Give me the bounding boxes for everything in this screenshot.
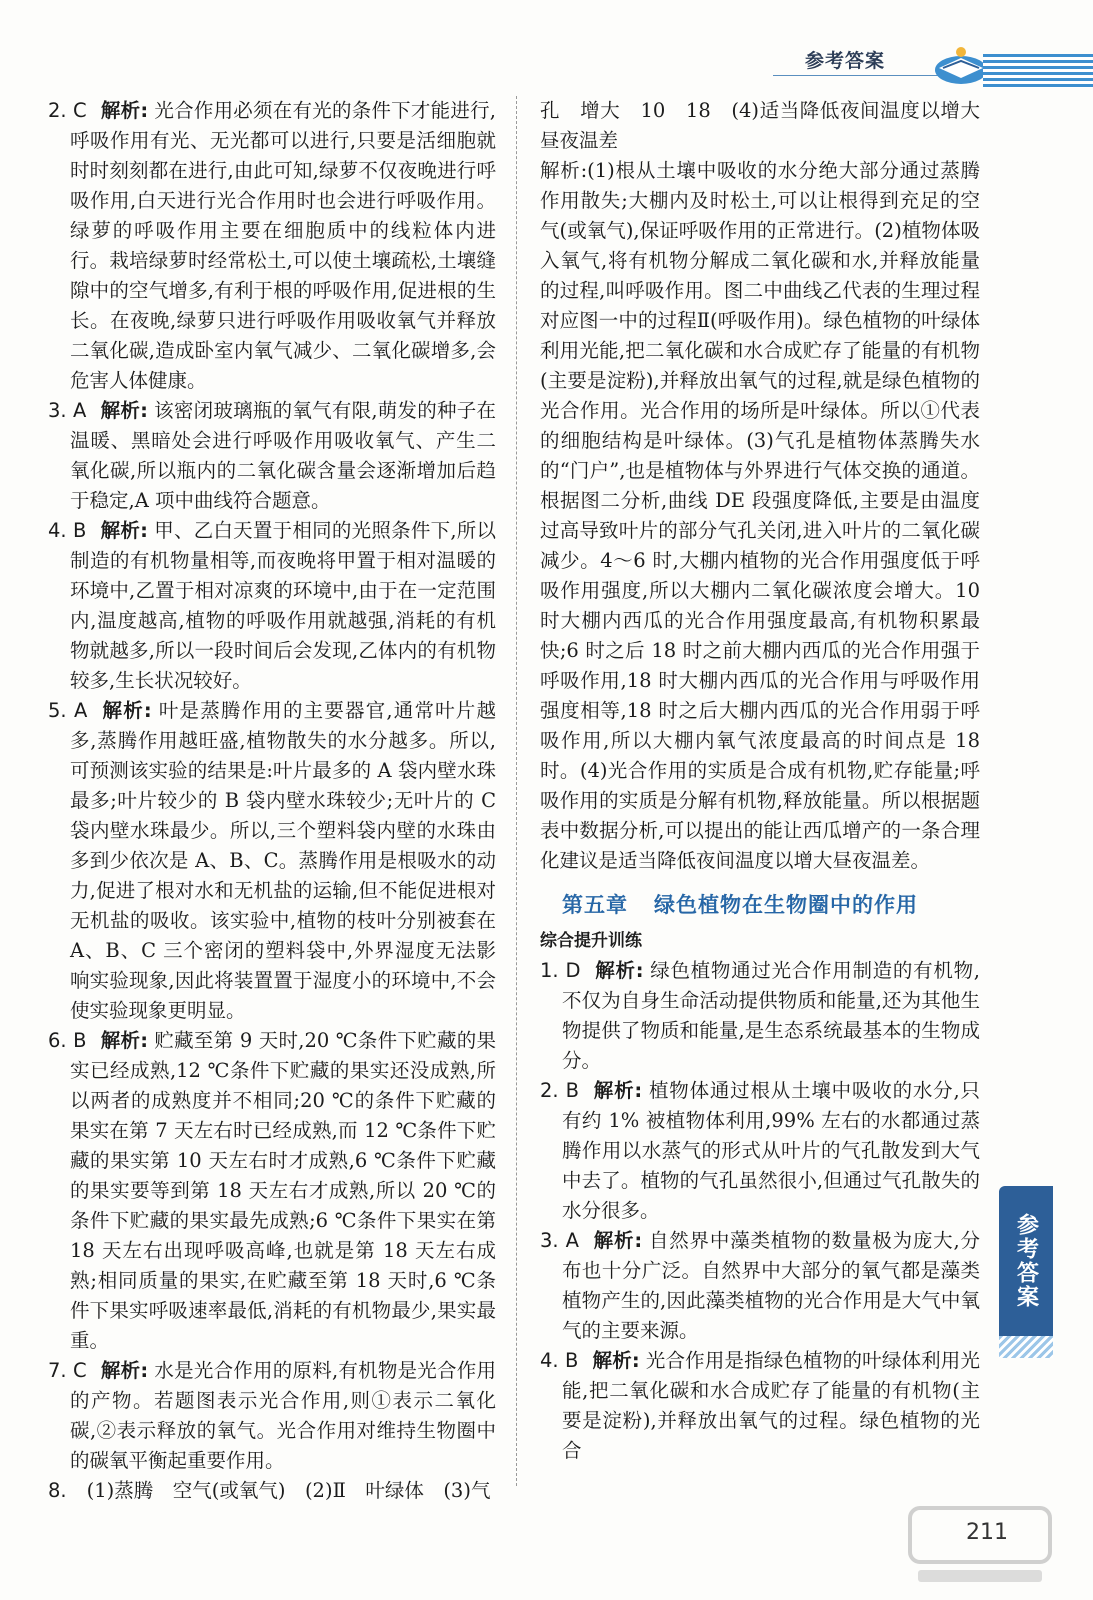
analysis-text: 自然界中藻类植物的数量极为庞大,分布也十分广泛。自然界中大部分的氧气都是藻类植物产生的,因此藻类植物的光合作用是大气中氧气的主要来源。	[562, 1229, 980, 1342]
side-tab-stripe	[999, 1336, 1053, 1358]
answer-item	[48, 96, 496, 396]
analysis-text: 光合作用是指绿色植物的叶绿体利用光能,把二氧化碳和水合成贮存了能量的有机物(主要是淀粉),并释放出氧气的过程。绿色植物的光合	[562, 1349, 980, 1462]
answer-number: 1. D	[540, 959, 581, 982]
analysis-label: 解析:	[100, 1359, 149, 1382]
answer-number: 2. B	[540, 1079, 579, 1102]
analysis-label: 解析:	[100, 99, 149, 122]
analysis-text: 甲、乙白天置于相同的光照条件下,所以制造的有机物量相等,而夜晚将甲置于相对温暖的环境中,乙置于相对凉爽的环境中,由于在一定范围内,温度越高,植物的呼吸作用就越强,消耗的有机物就越多,所以一段时间后会发现,乙体内的有机物较多,生长状况较好。	[70, 519, 497, 692]
analysis-label: 解析:	[592, 1079, 643, 1102]
answer-continuation: 孔 增大 10 18 (4)适当降低夜间温度以增大昼夜温差	[540, 99, 980, 152]
side-tab	[999, 1186, 1053, 1336]
left-column	[48, 96, 496, 1506]
answer-number: 8.	[48, 1479, 67, 1502]
answer-item	[540, 1076, 980, 1226]
answer-item	[48, 1026, 496, 1356]
analysis-text: 光合作用必须在有光的条件下才能进行,呼吸作用有光、无光都可以进行,只要是活细胞就时时刻刻都在进行,由此可知,绿萝不仅夜晚进行呼吸作用,白天进行光合作用时也会进行呼吸作用。绿萝的呼吸作用主要在细胞质中的线粒体内进行。栽培绿萝时经常松土,可以使土壤疏松,土壤缝隙中的空气增多,有利于根的呼吸作用,促进根的生长。在夜晚,绿萝只进行呼吸作用吸收氧气并释放二氧化碳,造成卧室内氧气减少、二氧化碳增多,会危害人体健康。	[70, 99, 496, 392]
answer-number: 2. C	[48, 99, 87, 122]
header-label: 参考答案	[804, 50, 885, 72]
answer-item	[540, 956, 980, 1076]
analysis-text: 水是光合作用的原料,有机物是光合作用的产物。若题图表示光合作用,则①表示二氧化碳,②表示释放的氧气。光合作用对维持生物圈中的碳氧平衡起重要作用。	[70, 1359, 496, 1472]
answer-number: 4. B	[540, 1349, 579, 1372]
analysis-label: 解析:	[592, 1229, 643, 1252]
answer-item	[48, 1356, 496, 1476]
analysis-label: 解析:	[100, 519, 148, 542]
answer-number: 3. A	[540, 1229, 579, 1252]
answer-item	[48, 696, 496, 1026]
column-divider	[516, 96, 517, 1486]
analysis-continuation: 解析:(1)根从土壤中吸收的水分绝大部分通过蒸腾作用散失;大棚内及时松土,可以让根得到充足的空气(或氧气),保证呼吸作用的正常进行。(2)植物体吸入氧气,将有机物分解成二氧化碳和水,并释放能量的过程,叫呼吸作用。图二中曲线乙代表的生理过程对应图一中的过程Ⅱ(呼吸作用)。绿色植物的叶绿体利用光能,把二氧化碳和水合成贮存了能量的有机物(主要是淀粉),并释放出氧气的过程,就是绿色植物的光合作用。光合作用的场所是叶绿体。所以①代表的细胞结构是叶绿体。(3)气孔是植物体蒸腾失水的“门户”,也是植物体与外界进行气体交换的通道。根据图二分析,曲线 DE 段强度降低,主要是由温度过高导致叶片的部分气孔关闭,进入叶片的二氧化碳减少。4～6 时,大棚内植物的光合作用强度低于呼吸作用强度,所以大棚内二氧化碳浓度会增大。10 时大棚内西瓜的光合作用强度最高,有机物积累最快;6 时之后 18 时之前大棚内西瓜的光合作用强于呼吸作用,18 时大棚内西瓜的光合作用与呼吸作用强度相等,18 时之后大棚内西瓜的光合作用弱于呼吸作用,所以大棚内氧气浓度最高的时间点是 18 时。(4)光合作用的实质是合成有机物,贮存能量;呼吸作用的实质是分解有机物,释放能量。所以根据题表中数据分析,可以提出的能让西瓜增产的一条合理化建议是适当降低夜间温度以增大昼夜温差。	[540, 159, 980, 872]
right-column	[540, 96, 980, 1466]
analysis-text: 绿色植物通过光合作用制造的有机物,不仅为自身生命活动提供物质和能量,还为其他生物提供了物质和能量,是生态系统最基本的生物成分。	[562, 959, 980, 1072]
chapter-number: 第五章	[562, 893, 628, 917]
analysis-label: 解析:	[100, 1029, 149, 1052]
analysis-text: 叶是蒸腾作用的主要器官,通常叶片越多,蒸腾作用越旺盛,植物散失的水分越多。所以,可预测该实验的结果是:叶片最多的 A 袋内壁水珠最多;叶片较少的 B 袋内壁水珠较少;无叶片的 C 袋内壁水珠最少。所以,三个塑料袋内壁的水珠由多到少依次是 A、B、C。蒸腾作用是根吸水的动力,促进了根对水和无机盐的运输,但不能促进根对无机盐的吸收。该实验中,植物的枝叶分别被套在 A、B、C 三个密闭的塑料袋中,外界湿度无法影响实验现象,因此将装置置于湿度小的环境中,不会使实验现象更明显。	[70, 699, 496, 1022]
analysis-label: 解析:	[592, 1349, 640, 1372]
page-number: 211	[966, 1520, 1008, 1545]
chapter-title	[540, 890, 980, 920]
page-header	[773, 40, 1093, 92]
analysis-label: 解析:	[100, 399, 148, 422]
chapter-name: 绿色植物在生物圈中的作用	[654, 893, 918, 917]
answer-item	[540, 1226, 980, 1346]
analysis-text: (1)蒸腾 空气(或氧气) (2)Ⅱ 叶绿体 (3)气	[86, 1479, 491, 1502]
analysis-label: 解析:	[101, 699, 152, 722]
answer-item	[540, 1346, 980, 1466]
analysis-text: 植物体通过根从土壤中吸收的水分,只有约 1% 被植物体利用,99% 左右的水都通过蒸腾作用以水蒸气的形式从叶片的气孔散发到大气中去了。植物的气孔虽然很小,但通过气孔散失的水分很多。	[562, 1079, 980, 1222]
analysis-label: 解析:	[594, 959, 644, 982]
answer-number: 3. A	[48, 399, 87, 422]
section-title: 综合提升训练	[540, 931, 642, 951]
answer-item	[48, 1476, 496, 1506]
header-stripe	[983, 54, 1093, 88]
answer-number: 4. B	[48, 519, 87, 542]
answer-number: 7. C	[48, 1359, 87, 1382]
answer-item	[48, 516, 496, 696]
answer-number: 6. B	[48, 1029, 87, 1052]
analysis-text: 该密闭玻璃瓶的氧气有限,萌发的种子在温暖、黑暗处会进行呼吸作用吸收氧气、产生二氧化碳,所以瓶内的二氧化碳含量会逐渐增加后趋于稳定,A 项中曲线符合题意。	[70, 399, 496, 512]
answer-item	[48, 396, 496, 516]
analysis-text: 贮藏至第 9 天时,20 ℃条件下贮藏的果实已经成熟,12 ℃条件下贮藏的果实还没成熟,所以两者的成熟度并不相同;20 ℃的条件下贮藏的果实在第 7 天左右时已经成熟,而 12 ℃条件下贮藏的果实第 10 天左右时才成熟,6 ℃条件下贮藏的果实要等到第 18 天左右才成熟,所以 20 ℃的条件下贮藏的果实最先成熟;6 ℃条件下果实在第 18 天左右出现呼吸高峰,也就是第 18 天左右成熟;相同质量的果实,在贮藏至第 18 天时,6 ℃条件下果实呼吸速率最低,消耗的有机物最少,果实最重。	[70, 1029, 496, 1352]
side-tab-label: 参考答案	[1013, 1213, 1039, 1309]
answer-number: 5. A	[48, 699, 88, 722]
watermark-logo-icon	[900, 1500, 1060, 1590]
